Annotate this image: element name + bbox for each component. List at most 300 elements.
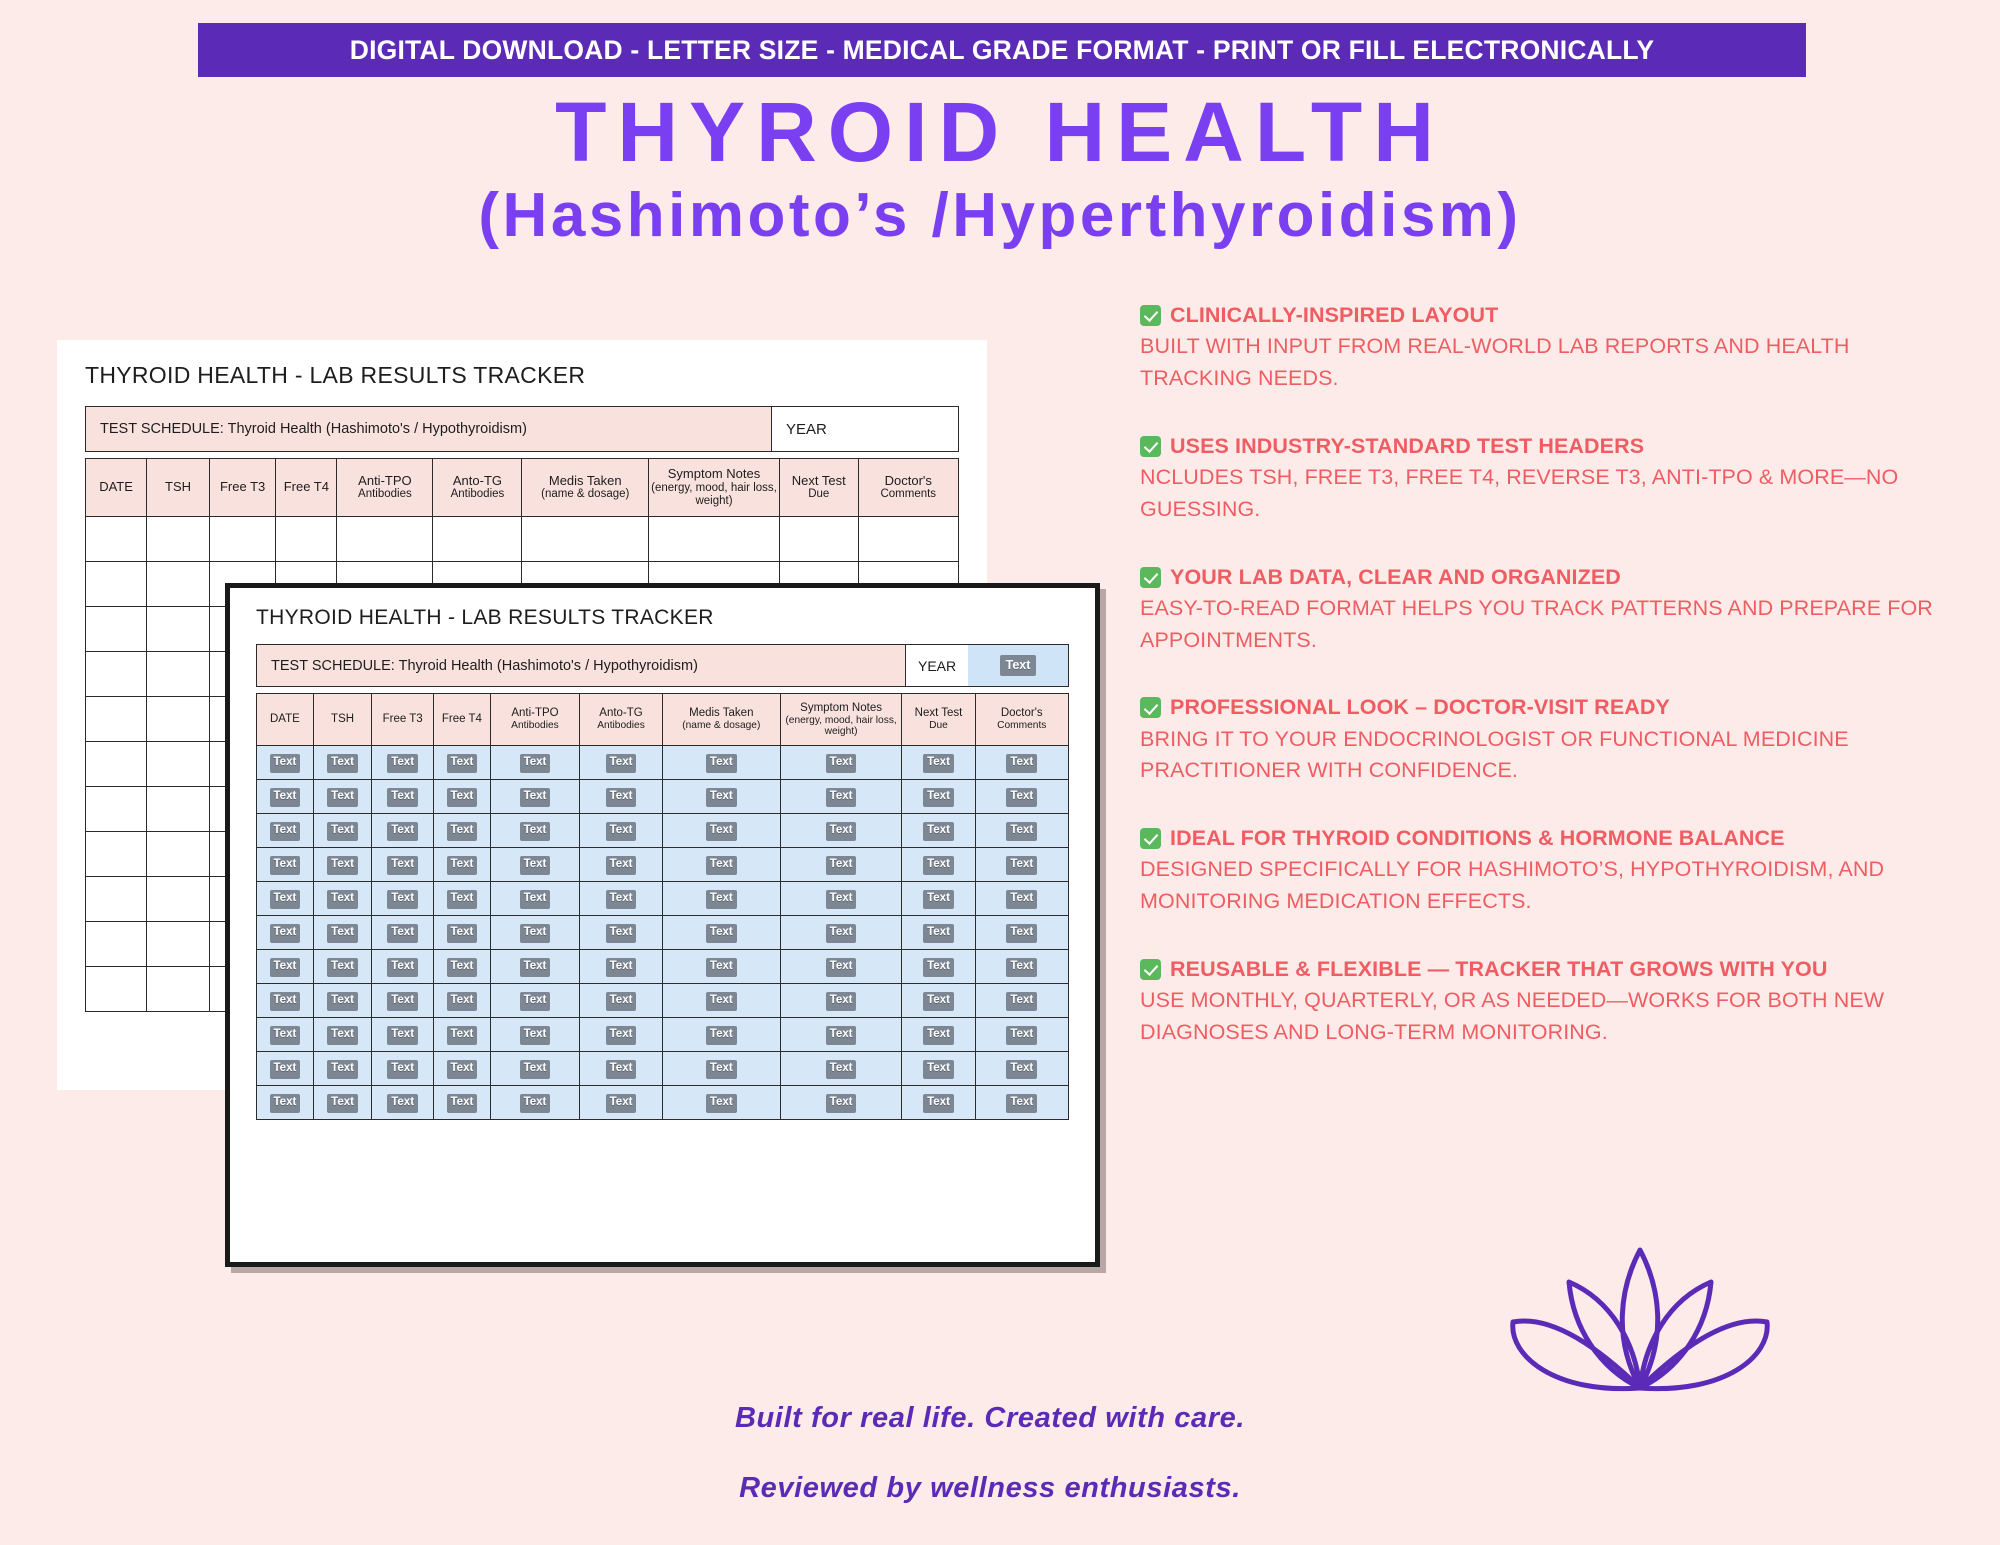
table-cell[interactable] — [86, 697, 147, 742]
text-field-chip: Text — [520, 1060, 551, 1079]
table-cell[interactable] — [433, 746, 490, 780]
column-header-sub: (name & dosage) — [682, 720, 761, 732]
table-cell[interactable] — [313, 1018, 371, 1052]
check-mark-icon — [1140, 305, 1161, 326]
table-cell[interactable] — [372, 814, 434, 848]
table-cell[interactable] — [257, 984, 314, 1018]
column-header-next-test — [902, 694, 975, 746]
column-header-main: Anto-TG — [452, 472, 502, 488]
column-header-sub: Due — [808, 488, 830, 501]
table-cell[interactable] — [780, 1086, 902, 1120]
text-field-chip: Text — [447, 856, 478, 875]
column-header-free-t3 — [372, 694, 434, 746]
text-field-chip: Text — [826, 958, 857, 977]
text-field-chip: Text — [327, 1060, 358, 1079]
banner-text: DIGITAL DOWNLOAD - LETTER SIZE - MEDICAL GRADE FORMAT - PRINT OR FILL ELECTRONICALLY — [349, 34, 1655, 65]
column-header-main: Symptom Notes — [667, 466, 761, 482]
table-cell[interactable] — [662, 950, 780, 984]
text-field-chip: Text — [447, 924, 478, 943]
table-cell[interactable] — [662, 848, 780, 882]
text-field-chip: Text — [1006, 754, 1037, 773]
table-cell[interactable] — [147, 832, 210, 877]
table-cell[interactable] — [580, 950, 663, 984]
table-cell[interactable] — [313, 1052, 371, 1086]
table-header-row — [86, 459, 959, 517]
table-header-row — [257, 694, 1069, 746]
text-field-chip: Text — [826, 924, 857, 943]
text-field-chip: Text — [270, 822, 301, 841]
text-field-chip: Text — [520, 822, 551, 841]
table-cell[interactable] — [433, 984, 490, 1018]
table-header-front — [257, 694, 1069, 746]
check-mark-icon — [1140, 436, 1161, 457]
text-field-chip: Text — [826, 1060, 857, 1079]
text-field-chip: Text — [606, 788, 637, 807]
table-cell[interactable] — [433, 916, 490, 950]
table-header-back — [86, 459, 959, 517]
table-cell[interactable] — [337, 517, 433, 562]
table-cell[interactable] — [147, 517, 210, 562]
text-field-chip: Text — [1006, 924, 1037, 943]
table-row — [257, 984, 1069, 1018]
year-cell-front — [906, 645, 1068, 686]
table-cell[interactable] — [780, 814, 902, 848]
table-cell[interactable] — [902, 780, 975, 814]
feature-body-text: NCLUDES TSH, FREE T3, FREE T4, REVERSE T3, ANTI-TPO & MORE—NO GUESSING. — [1140, 464, 1899, 521]
page-subtitle: (Hashimoto’s /Hyperthyroidism) — [478, 181, 1522, 251]
document-title-front: THYROID HEALTH - LAB RESULTS TRACKER — [256, 606, 714, 629]
table-cell[interactable] — [490, 814, 579, 848]
column-header-sub: Antibodies — [450, 488, 505, 501]
column-header-sub: Due — [929, 720, 948, 732]
text-field-chip: Text — [1006, 1060, 1037, 1079]
document-title-back: THYROID HEALTH - LAB RESULTS TRACKER — [85, 362, 586, 388]
table-cell[interactable] — [662, 916, 780, 950]
table-cell[interactable] — [975, 1052, 1068, 1086]
table-cell[interactable] — [147, 742, 210, 787]
year-label-back: YEAR — [786, 420, 827, 438]
table-cell[interactable] — [433, 848, 490, 882]
table-cell[interactable] — [780, 1018, 902, 1052]
table-cell[interactable] — [313, 916, 371, 950]
text-field-chip: Text — [706, 1026, 737, 1045]
text-field-chip: Text — [520, 754, 551, 773]
column-header-sub: Comments — [997, 720, 1047, 732]
table-cell[interactable] — [662, 1086, 780, 1120]
table-cell[interactable] — [86, 967, 147, 1012]
column-header-free-t4 — [433, 694, 490, 746]
text-field-chip: Text — [520, 1094, 551, 1113]
table-cell[interactable] — [257, 1052, 314, 1086]
text-field-chip: Text — [447, 788, 478, 807]
feature-heading-text: PROFESSIONAL LOOK – DOCTOR-VISIT READY — [1170, 695, 1670, 720]
text-field-chip: Text — [706, 788, 737, 807]
table-cell[interactable] — [372, 746, 434, 780]
table-cell[interactable] — [580, 780, 663, 814]
table-cell[interactable] — [975, 916, 1068, 950]
table-cell[interactable] — [86, 922, 147, 967]
table-cell[interactable] — [975, 848, 1068, 882]
text-field-chip: Text — [706, 822, 737, 841]
table-cell[interactable] — [662, 1018, 780, 1052]
tagline-secondary: Reviewed by wellness enthusiasts. — [739, 1472, 1241, 1504]
table-cell[interactable] — [490, 882, 579, 916]
text-field-chip: Text — [447, 958, 478, 977]
table-cell[interactable] — [433, 882, 490, 916]
table-cell[interactable] — [490, 950, 579, 984]
text-field-chip: Text — [606, 822, 637, 841]
headline-block — [0, 85, 2000, 251]
column-header-date — [257, 694, 314, 746]
text-field-chip: Text — [1006, 1026, 1037, 1045]
table-cell[interactable] — [86, 787, 147, 832]
table-cell[interactable] — [662, 1052, 780, 1086]
column-header-main: Doctor's — [884, 472, 932, 488]
table-row — [257, 882, 1069, 916]
text-field-chip: Text — [270, 1060, 301, 1079]
table-cell[interactable] — [313, 746, 371, 780]
table-cell[interactable] — [147, 697, 210, 742]
table-cell[interactable] — [86, 517, 147, 562]
text-field-chip: Text — [447, 1094, 478, 1113]
table-cell[interactable] — [257, 950, 314, 984]
table-cell[interactable] — [257, 848, 314, 882]
text-field-chip: Text — [447, 754, 478, 773]
feature-heading-row — [1140, 692, 1950, 723]
table-cell[interactable] — [209, 517, 275, 562]
table-cell[interactable] — [780, 984, 902, 1018]
feature-heading-text: IDEAL FOR THYROID CONDITIONS & HORMONE BALANCE — [1170, 826, 1785, 851]
column-header-main: Anti-TPO — [358, 472, 412, 488]
text-field-chip: Text — [327, 992, 358, 1011]
table-cell[interactable] — [580, 814, 663, 848]
text-field-chip: Text — [387, 1060, 418, 1079]
column-header-anti-tpo — [337, 459, 433, 517]
table-cell[interactable] — [649, 517, 780, 562]
table-cell[interactable] — [975, 984, 1068, 1018]
text-field-chip: Text — [1006, 992, 1037, 1011]
table-row — [257, 950, 1069, 984]
feature-item — [1140, 300, 1950, 395]
column-header-main: TSH — [165, 479, 192, 495]
text-field-chip: Text — [606, 958, 637, 977]
column-header-main: TSH — [331, 713, 355, 726]
column-header-main: Medis Taken — [689, 707, 754, 720]
table-cell[interactable] — [780, 746, 902, 780]
text-field-chip: Text — [387, 924, 418, 943]
text-field-chip: Text — [270, 958, 301, 977]
table-cell[interactable] — [902, 746, 975, 780]
table-cell[interactable] — [975, 746, 1068, 780]
table-cell[interactable] — [372, 882, 434, 916]
table-cell[interactable] — [372, 1018, 434, 1052]
feature-item — [1140, 431, 1950, 526]
table-cell[interactable] — [257, 814, 314, 848]
text-field-chip: Text — [826, 992, 857, 1011]
table-cell[interactable] — [902, 848, 975, 882]
tagline-primary: Built for real life. Created with care. — [734, 1402, 1246, 1434]
text-field-chip: Text — [520, 992, 551, 1011]
table-cell[interactable] — [975, 882, 1068, 916]
table-cell[interactable] — [580, 746, 663, 780]
table-cell[interactable] — [902, 1086, 975, 1120]
table-cell[interactable] — [975, 1086, 1068, 1120]
table-cell[interactable] — [902, 1018, 975, 1052]
table-cell[interactable] — [902, 950, 975, 984]
feature-heading-text: REUSABLE & FLEXIBLE — TRACKER THAT GROWS WITH YOU — [1170, 956, 1828, 981]
table-cell[interactable] — [580, 882, 663, 916]
text-field-chip: Text — [387, 754, 418, 773]
table-cell[interactable] — [147, 562, 210, 607]
table-row — [257, 1052, 1069, 1086]
table-cell[interactable] — [147, 652, 210, 697]
table-cell[interactable] — [313, 882, 371, 916]
table-cell[interactable] — [372, 950, 434, 984]
text-field-chip: Text — [923, 958, 954, 977]
feature-item — [1140, 692, 1950, 787]
table-cell[interactable] — [779, 517, 858, 562]
text-field-chip: Text — [1006, 788, 1037, 807]
table-cell[interactable] — [257, 780, 314, 814]
text-field-chip: Text — [387, 890, 418, 909]
text-field-chip: Text — [387, 958, 418, 977]
table-cell[interactable] — [780, 916, 902, 950]
schedule-label-front: TEST SCHEDULE: Thyroid Health (Hashimoto's / Hypothyroidism) — [257, 645, 906, 686]
text-field-chip: Text — [270, 992, 301, 1011]
table-cell[interactable] — [257, 1018, 314, 1052]
text-field-chip: Text — [270, 890, 301, 909]
text-field-chip: Text — [520, 1026, 551, 1045]
table-cell[interactable] — [86, 832, 147, 877]
table-cell[interactable] — [780, 950, 902, 984]
table-cell[interactable] — [257, 882, 314, 916]
table-cell[interactable] — [975, 1018, 1068, 1052]
table-cell[interactable] — [433, 780, 490, 814]
text-field-chip: Text — [327, 924, 358, 943]
text-field-chip: Text — [706, 1060, 737, 1079]
table-cell[interactable] — [858, 517, 958, 562]
table-cell[interactable] — [86, 877, 147, 922]
table-row — [257, 814, 1069, 848]
table-body-front — [257, 746, 1069, 1120]
feature-heading-row — [1140, 823, 1950, 854]
table-row — [257, 780, 1069, 814]
feature-heading-text: USES INDUSTRY-STANDARD TEST HEADERS — [1170, 433, 1645, 458]
text-field-chip: Text — [923, 754, 954, 773]
table-cell[interactable] — [86, 652, 147, 697]
table-cell[interactable] — [147, 877, 210, 922]
check-mark-icon — [1140, 697, 1161, 718]
table-cell[interactable] — [662, 746, 780, 780]
table-cell[interactable] — [372, 984, 434, 1018]
text-field-chip: Text — [706, 754, 737, 773]
table-cell[interactable] — [662, 882, 780, 916]
text-field-chip: Text — [706, 1094, 737, 1113]
table-cell[interactable] — [902, 814, 975, 848]
table-cell[interactable] — [372, 1086, 434, 1120]
table-cell[interactable] — [580, 848, 663, 882]
table-cell[interactable] — [147, 787, 210, 832]
lab-results-table-front — [256, 693, 1069, 1120]
column-header-main: Free T3 — [382, 713, 423, 726]
table-cell[interactable] — [86, 562, 147, 607]
table-cell[interactable] — [490, 746, 579, 780]
table-cell[interactable] — [86, 742, 147, 787]
text-field-chip: Text — [387, 992, 418, 1011]
table-cell[interactable] — [902, 916, 975, 950]
table-cell[interactable] — [257, 916, 314, 950]
table-cell[interactable] — [372, 848, 434, 882]
table-cell[interactable] — [580, 984, 663, 1018]
table-cell[interactable] — [372, 780, 434, 814]
table-cell[interactable] — [433, 1052, 490, 1086]
top-banner — [198, 23, 1806, 77]
text-field-chip: Text — [606, 856, 637, 875]
table-cell[interactable] — [147, 922, 210, 967]
table-cell[interactable] — [313, 950, 371, 984]
schedule-label-back: TEST SCHEDULE: Thyroid Health (Hashimoto's / Hypothyroidism) — [86, 407, 772, 451]
table-cell[interactable] — [580, 916, 663, 950]
table-cell[interactable] — [580, 1052, 663, 1086]
table-cell[interactable] — [975, 780, 1068, 814]
text-field-chip: Text — [706, 992, 737, 1011]
table-cell[interactable] — [372, 916, 434, 950]
table-cell[interactable] — [780, 848, 902, 882]
table-cell[interactable] — [975, 814, 1068, 848]
column-header-main: DATE — [99, 479, 133, 495]
text-field-chip: Text — [327, 890, 358, 909]
table-cell[interactable] — [490, 1018, 579, 1052]
table-cell[interactable] — [662, 984, 780, 1018]
table-cell[interactable] — [780, 882, 902, 916]
schedule-bar-back — [85, 406, 959, 452]
table-cell[interactable] — [147, 607, 210, 652]
text-field-chip: Text — [923, 890, 954, 909]
text-field-chip: Text — [826, 822, 857, 841]
column-header-free-t3 — [209, 459, 275, 517]
table-row — [257, 848, 1069, 882]
table-cell[interactable] — [902, 1052, 975, 1086]
schedule-bar-front — [256, 644, 1069, 687]
table-row — [257, 1018, 1069, 1052]
text-field-chip: Text — [1006, 1094, 1037, 1113]
table-cell[interactable] — [313, 780, 371, 814]
check-mark-icon — [1140, 828, 1161, 849]
column-header-anto-tg — [433, 459, 522, 517]
table-cell[interactable] — [522, 517, 649, 562]
feature-heading-text: YOUR LAB DATA, CLEAR AND ORGANIZED — [1170, 564, 1621, 589]
column-header-main: Symptom Notes — [800, 701, 882, 714]
text-field-chip: Text — [270, 1026, 301, 1045]
feature-body-text: BUILT WITH INPUT FROM REAL-WORLD LAB REPORTS AND HEALTH TRACKING NEEDS. — [1140, 334, 1850, 390]
text-field-chip: Text — [923, 1060, 954, 1079]
text-field-chip: Text — [826, 1094, 857, 1113]
text-field-chip: Text — [327, 754, 358, 773]
column-header-main: Free T4 — [441, 713, 482, 726]
column-header-sub: Antibodies — [597, 720, 645, 732]
table-cell[interactable] — [490, 916, 579, 950]
table-cell[interactable] — [490, 1052, 579, 1086]
text-field-chip: Text — [327, 856, 358, 875]
year-label-front: YEAR — [918, 657, 957, 674]
feature-body-text: BRING IT TO YOUR ENDOCRINOLOGIST OR FUNCTIONAL MEDICINE PRACTITIONER WITH CONFIDENCE. — [1140, 726, 1849, 783]
column-header-main: Next Test — [791, 472, 846, 488]
table-cell[interactable] — [780, 1052, 902, 1086]
table-cell[interactable] — [580, 1086, 663, 1120]
text-field-chip: Text — [520, 788, 551, 807]
table-cell[interactable] — [433, 950, 490, 984]
table-cell[interactable] — [147, 967, 210, 1012]
text-field-chip: Text — [706, 924, 737, 943]
text-field-chip: Text — [606, 1060, 637, 1079]
text-field-chip: Text — [1006, 856, 1037, 875]
column-header-sub: (energy, mood, hair loss, weight) — [651, 481, 777, 507]
text-field-chip: Text — [606, 1026, 637, 1045]
table-cell[interactable] — [780, 780, 902, 814]
table-cell[interactable] — [490, 848, 579, 882]
table-cell[interactable] — [433, 814, 490, 848]
table-cell[interactable] — [86, 607, 147, 652]
table-cell[interactable] — [433, 1086, 490, 1120]
table-cell[interactable] — [372, 1052, 434, 1086]
table-cell[interactable] — [313, 1086, 371, 1120]
text-field-chip: Text — [706, 890, 737, 909]
column-header-date — [86, 459, 147, 517]
table-cell[interactable] — [433, 517, 522, 562]
table-cell[interactable] — [257, 1086, 314, 1120]
text-field-chip: Text — [520, 958, 551, 977]
table-cell[interactable] — [662, 780, 780, 814]
check-mark-icon — [1140, 959, 1161, 980]
text-field-chip: Text — [826, 788, 857, 807]
column-header-main: Doctor's — [1000, 707, 1043, 720]
table-cell[interactable] — [276, 517, 337, 562]
text-field-chip: Text — [923, 1094, 954, 1113]
page-title: THYROID HEALTH — [555, 85, 1445, 179]
column-header-main: Medis Taken — [548, 472, 622, 488]
column-header-main: Anti-TPO — [511, 707, 559, 720]
table-cell[interactable] — [975, 950, 1068, 984]
feature-heading-row — [1140, 431, 1950, 462]
feature-body-text: DESIGNED SPECIFICALLY FOR HASHIMOTO’S, HYPOTHYROIDISM, AND MONITORING MEDICATION EFFECTS. — [1140, 857, 1885, 914]
table-cell[interactable] — [580, 1018, 663, 1052]
text-field-chip: Text — [447, 1026, 478, 1045]
column-header-tsh — [313, 694, 371, 746]
text-field-chip: Text — [327, 1026, 358, 1045]
text-field-chip: Text — [1006, 958, 1037, 977]
column-header-main: DATE — [270, 713, 300, 726]
tracker-document-front — [225, 583, 1100, 1267]
column-header-sub: (name & dosage) — [541, 488, 630, 501]
text-field-chip: Text — [826, 1026, 857, 1045]
table-cell[interactable] — [257, 746, 314, 780]
feature-heading-row — [1140, 300, 1950, 331]
table-cell[interactable] — [902, 984, 975, 1018]
column-header-main: Free T4 — [283, 479, 329, 495]
table-cell[interactable] — [902, 882, 975, 916]
text-field-chip: Text — [606, 924, 637, 943]
year-input-field[interactable] — [968, 645, 1068, 686]
table-cell[interactable] — [313, 984, 371, 1018]
table-cell[interactable] — [490, 984, 579, 1018]
table-cell[interactable] — [313, 814, 371, 848]
table-cell[interactable] — [662, 814, 780, 848]
table-cell[interactable] — [313, 848, 371, 882]
table-cell[interactable] — [433, 1018, 490, 1052]
table-cell[interactable] — [490, 1086, 579, 1120]
table-cell[interactable] — [490, 780, 579, 814]
text-field-chip: Text — [826, 890, 857, 909]
